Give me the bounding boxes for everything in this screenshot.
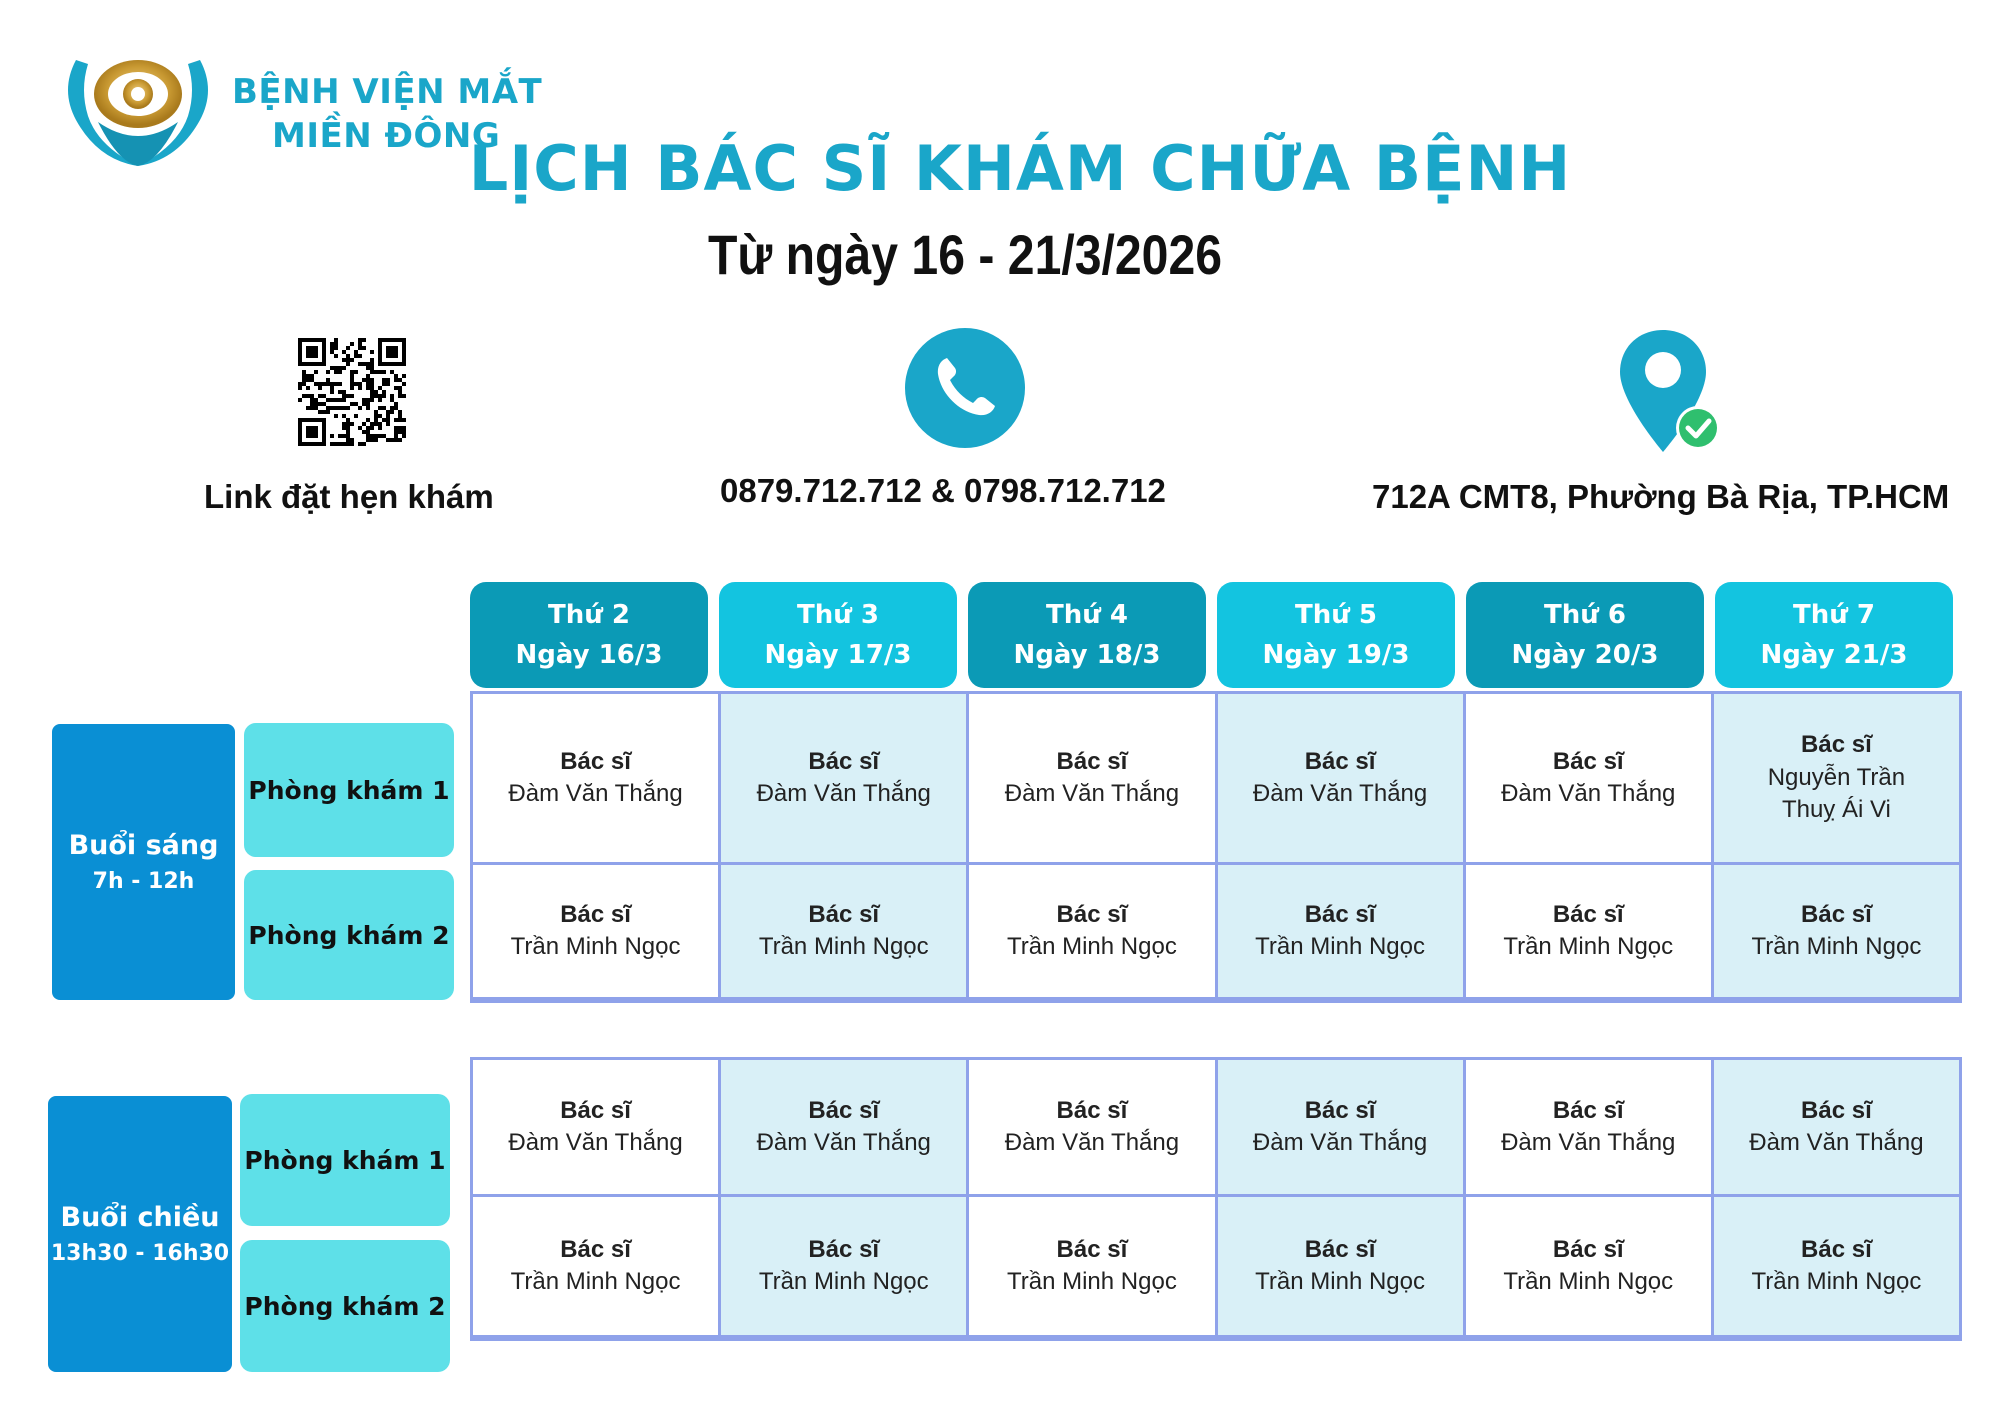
doctor-name-line-2: Thuỵ Ái Vi <box>1781 796 1891 824</box>
day-header <box>1715 582 1953 688</box>
morning-schedule-table <box>470 691 1962 1003</box>
day-header <box>1466 582 1704 688</box>
doctor-title: Bác sĩ <box>808 1235 880 1263</box>
brand-name-line-1: BỆNH VIỆN MẮT <box>232 72 543 112</box>
day-date: Ngày 18/3 <box>1013 640 1161 670</box>
session-afternoon <box>48 1096 232 1372</box>
doctor-title: Bác sĩ <box>1304 1235 1376 1263</box>
room-1-morning: Phòng khám 1 <box>244 723 454 857</box>
schedule-cell <box>473 1060 718 1194</box>
hotline-numbers[interactable]: 0879.712.712 & 0798.712.712 <box>720 472 1166 509</box>
schedule-cell <box>473 865 718 997</box>
day-weekday: Thứ 7 <box>1793 600 1875 630</box>
doctor-name: Trần Minh Ngọc <box>1255 1268 1425 1295</box>
schedule-cell <box>1714 865 1959 997</box>
doctor-title: Bác sĩ <box>1056 1096 1128 1124</box>
page-title: LỊCH BÁC SĨ KHÁM CHỮA BỆNH <box>468 132 1572 205</box>
schedule-cell <box>969 1197 1214 1335</box>
date-range-subtitle: Từ ngày 16 - 21/3/2026 <box>707 223 1223 286</box>
session-name: Buổi sáng <box>68 830 219 861</box>
schedule-cell <box>473 1197 718 1335</box>
day-header <box>968 582 1206 688</box>
doctor-title: Bác sĩ <box>1304 900 1376 928</box>
doctor-name: Trần Minh Ngọc <box>1006 1268 1177 1295</box>
session-time: 7h - 12h <box>92 869 195 894</box>
doctor-title: Bác sĩ <box>1552 1096 1624 1124</box>
doctor-title: Bác sĩ <box>1552 1235 1624 1263</box>
doctor-name: Đàm Văn Thắng <box>1252 780 1428 807</box>
schedule-cell <box>1466 865 1711 997</box>
schedule-cell <box>969 694 1214 862</box>
hospital-address: 712A CMT8, Phường Bà Rịa, TP.HCM <box>1372 478 1950 515</box>
day-weekday: Thứ 6 <box>1544 600 1626 630</box>
doctor-name: Đàm Văn Thắng <box>1501 780 1676 807</box>
schedule-cell <box>1466 694 1711 862</box>
day-date: Ngày 17/3 <box>764 640 912 670</box>
doctor-name: Trần Minh Ngọc <box>1255 933 1425 960</box>
day-header <box>1217 582 1455 688</box>
doctor-name: Trần Minh Ngọc <box>1503 933 1674 960</box>
schedule-cell <box>1714 694 1959 862</box>
doctor-name: Trần Minh Ngọc <box>1751 933 1922 960</box>
doctor-name: Trần Minh Ngọc <box>510 933 681 960</box>
day-header <box>719 582 957 688</box>
session-morning <box>52 724 235 1000</box>
brand-name-line-2: MIỀN ĐÔNG <box>272 116 501 156</box>
afternoon-schedule-table <box>470 1057 1962 1341</box>
schedule-cell <box>1714 1060 1959 1194</box>
doctor-name: Đàm Văn Thắng <box>1004 1129 1180 1156</box>
doctor-title: Bác sĩ <box>1056 747 1128 775</box>
doctor-title: Bác sĩ <box>1801 731 1872 759</box>
day-date: Ngày 19/3 <box>1262 640 1410 670</box>
location-pin-icon <box>1618 330 1728 460</box>
doctor-title: Bác sĩ <box>1801 900 1872 928</box>
doctor-title: Bác sĩ <box>1056 900 1128 928</box>
doctor-title: Bác sĩ <box>808 900 880 928</box>
doctor-title: Bác sĩ <box>560 900 631 928</box>
day-date: Ngày 20/3 <box>1511 640 1659 670</box>
room-2-afternoon: Phòng khám 2 <box>240 1240 450 1372</box>
doctor-name: Trần Minh Ngọc <box>1006 933 1177 960</box>
doctor-title: Bác sĩ <box>1304 1096 1376 1124</box>
doctor-title: Bác sĩ <box>560 1096 631 1124</box>
doctor-title: Bác sĩ <box>808 747 880 775</box>
schedule-cell <box>1466 1060 1711 1194</box>
qr-code-icon[interactable] <box>298 338 406 446</box>
doctor-name: Đàm Văn Thắng <box>1252 1129 1428 1156</box>
doctor-title: Bác sĩ <box>560 747 631 775</box>
doctor-title: Bác sĩ <box>560 1235 631 1263</box>
day-weekday: Thứ 4 <box>1046 600 1128 630</box>
doctor-name: Trần Minh Ngọc <box>510 1268 681 1295</box>
schedule-cell <box>721 694 966 862</box>
doctor-name: Trần Minh Ngọc <box>758 1268 929 1295</box>
schedule-cell <box>969 865 1214 997</box>
doctor-name: Đàm Văn Thắng <box>1501 1129 1676 1156</box>
doctor-name: Đàm Văn Thắng <box>756 1129 931 1156</box>
doctor-title: Bác sĩ <box>1552 747 1624 775</box>
doctor-name: Trần Minh Ngọc <box>758 933 929 960</box>
schedule-cell <box>1218 865 1463 997</box>
day-weekday: Thứ 5 <box>1295 600 1377 630</box>
doctor-name: Đàm Văn Thắng <box>1004 780 1180 807</box>
schedule-cell <box>1466 1197 1711 1335</box>
doctor-name: Trần Minh Ngọc <box>1751 1268 1922 1295</box>
doctor-title: Bác sĩ <box>1552 900 1624 928</box>
doctor-name: Đàm Văn Thắng <box>756 780 931 807</box>
session-time: 13h30 - 16h30 <box>50 1241 230 1266</box>
schedule-cell <box>1218 694 1463 862</box>
doctor-title: Bác sĩ <box>1056 1235 1128 1263</box>
doctor-title: Bác sĩ <box>1801 1235 1872 1263</box>
doctor-name: Đàm Văn Thắng <box>1749 1129 1924 1156</box>
day-weekday: Thứ 2 <box>548 600 630 630</box>
day-date: Ngày 16/3 <box>515 640 663 670</box>
day-weekday: Thứ 3 <box>797 600 879 630</box>
schedule-cell <box>1218 1060 1463 1194</box>
doctor-name: Nguyễn Trần <box>1767 763 1906 791</box>
doctor-title: Bác sĩ <box>1801 1096 1872 1124</box>
booking-link-label[interactable]: Link đặt hẹn khám <box>204 478 494 515</box>
doctor-title: Bác sĩ <box>1304 747 1376 775</box>
doctor-name: Đàm Văn Thắng <box>508 1129 683 1156</box>
schedule-cell <box>1218 1197 1463 1335</box>
schedule-cell <box>969 1060 1214 1194</box>
day-date: Ngày 21/3 <box>1760 640 1908 670</box>
doctor-name: Trần Minh Ngọc <box>1503 1268 1674 1295</box>
day-header <box>470 582 708 688</box>
room-1-afternoon: Phòng khám 1 <box>240 1094 450 1226</box>
doctor-name: Đàm Văn Thắng <box>508 780 683 807</box>
schedule-cell <box>721 865 966 997</box>
doctor-title: Bác sĩ <box>808 1096 880 1124</box>
session-name: Buổi chiều <box>60 1202 220 1233</box>
schedule-cell <box>473 694 718 862</box>
schedule-cell <box>1714 1197 1959 1335</box>
schedule-cell <box>721 1060 966 1194</box>
schedule-cell <box>721 1197 966 1335</box>
room-2-morning: Phòng khám 2 <box>244 870 454 1000</box>
phone-icon <box>905 328 1025 448</box>
